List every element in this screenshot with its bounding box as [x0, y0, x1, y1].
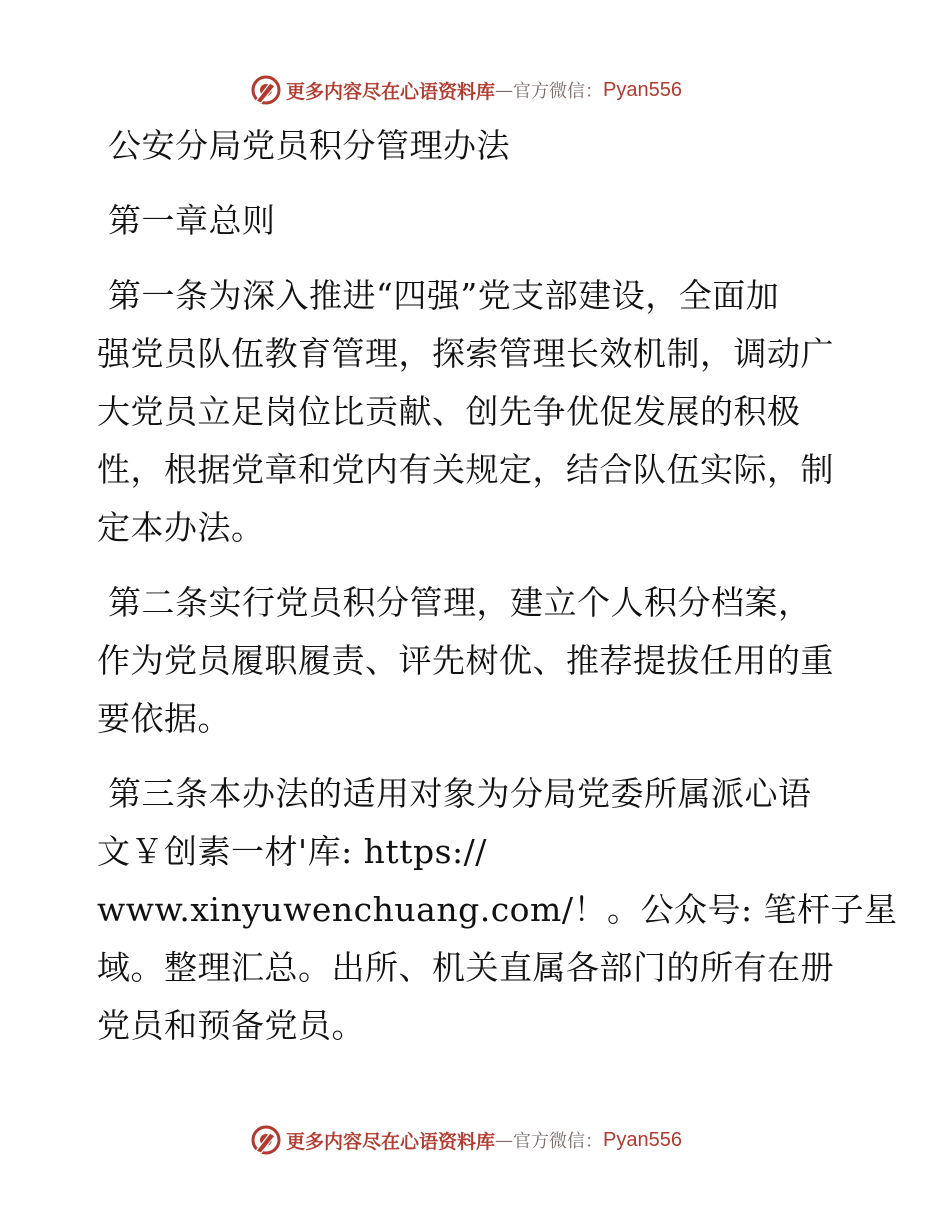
article-1-line: 大党员立足岗位比贡献、创先争优促发展的积极	[97, 392, 801, 431]
article-3-line: 域。整理汇总。出所、机关直属各部门的所有在册	[97, 948, 834, 987]
article-1-line: 第一条为深入推进“四强”党支部建设，全面加	[108, 276, 780, 315]
article-3-line: www.xinyuwenchuang.com/！。公众号: 笔杆子星	[97, 890, 898, 929]
pen-logo-icon	[250, 74, 282, 106]
header-banner	[0, 70, 950, 110]
article-3-line: 文￥创素一材'库: https://	[97, 832, 487, 871]
banner-separator: —	[495, 1129, 514, 1151]
article-2-line: 作为党员履职履责、评先树优、推荐提拔任用的重	[97, 641, 834, 680]
article-3-line: 党员和预备党员。	[97, 1006, 365, 1045]
banner-brand-text: 更多内容尽在心语资料库	[286, 1130, 496, 1153]
article-1-line: 定本办法。	[97, 508, 265, 547]
banner-wechat-id: Pyan556	[603, 78, 682, 101]
article-1-line: 性，根据党章和党内有关规定，结合队伍实际，制	[97, 450, 834, 489]
article-3-line: 第三条本办法的适用对象为分局党委所属派心语	[108, 774, 812, 813]
banner-brand-text: 更多内容尽在心语资料库	[286, 80, 496, 103]
banner-wechat-label: 官方微信：	[513, 1131, 604, 1152]
banner-wechat-id: Pyan556	[603, 1128, 682, 1151]
article-2-line: 第二条实行党员积分管理，建立个人积分档案，	[108, 583, 812, 622]
document-title: 公安分局党员积分管理办法	[108, 126, 510, 165]
chapter-heading: 第一章总则	[108, 201, 276, 240]
pen-logo-icon	[250, 1124, 282, 1156]
article-2-line: 要依据。	[97, 699, 231, 738]
banner-separator: —	[495, 79, 514, 101]
article-1-line: 强党员队伍教育管理，探索管理长效机制，调动广	[97, 334, 834, 373]
footer-banner	[0, 1120, 950, 1160]
banner-wechat-label: 官方微信：	[513, 81, 604, 102]
